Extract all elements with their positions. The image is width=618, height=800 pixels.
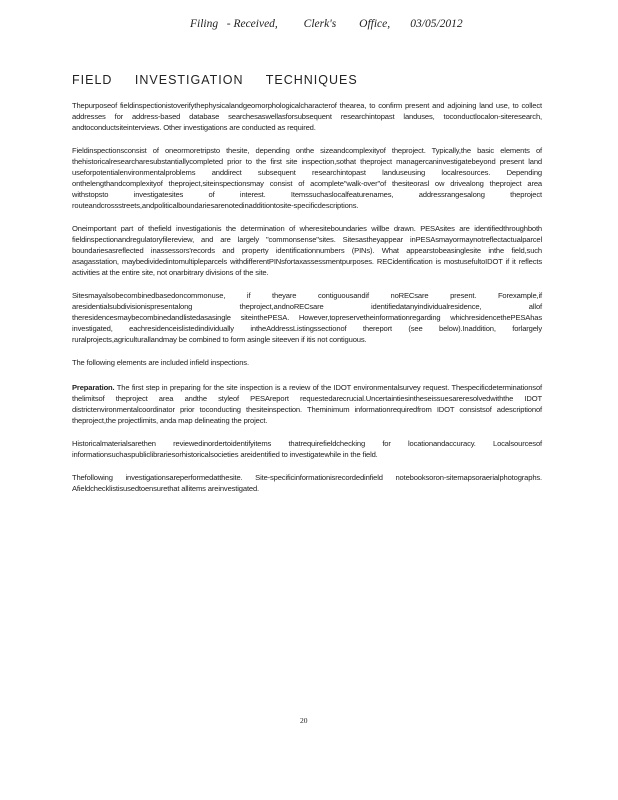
preparation-text: The first step in preparing for the site inspection is a review of the IDOT environmentalsurvey request. Thespecificdeterminationsof thelimitsof theproject area andthe styleof PESAreport requestedarecrucial.Uncertaintiesintheseissuesareresolvedwiththe IDOT districtenvironmentalcoordinator prior toconducting thesiteinspection. Theminimum informationrequiredfrom IDOT consistsof adescriptionof theproject,the projectlimits, anda map delineating the project. (72, 383, 542, 425)
paragraph-preparation (72, 382, 542, 426)
paragraph-site-investigations: Thefollowing investigationsareperformedatthesite. Site-specificinformationisrecordedinfield notebooksoron-sitemapsoraerialphotographs. Afieldchecklistisusedtoensurethat allitems areinvestigated. (72, 473, 542, 493)
body-text (72, 100, 542, 506)
paragraph-elements-intro: The following elements are included infield inspections. (72, 358, 249, 367)
paragraph-historical-materials: Historicalmaterialsarethen reviewedinordertoidentifyitems thatrequirefieldchecking for locationandaccuracy. Localsourcesof informationsuchaspubliclibrariesorhistoricalsocieties areidentified to investigatewhile in the field. (72, 439, 542, 459)
paragraph-purpose: Thepurposeof fieldinspectionistoverifythephysicalandgeomorphologicalcharacterof thearea, to confirm present and adjoining land use, to collect addresses for address-based database searchesaswellasforsubsequent researchintopast landuses, toconductlocalon-siteresearch, andtoconductsiteinterviews. Other investigations are conducted as required. (72, 101, 542, 132)
filing-stamp-header: Filing - Received, Clerk's Office, 03/05/2012 (190, 18, 463, 30)
section-heading: FIELD INVESTIGATION TECHNIQUES (72, 73, 358, 87)
paragraph-site-boundaries: Oneimportant part of thefield investigationis the determination of wheresiteboundaries willbe drawn. PESAsites are identifiedthroughboth fieldinspectionandregulatoryfilereview, and are largely "commonsense"sites. Sitesastheyappear inPESAsmayormaynotreflectactualparcel boundariesasreflected inassessors'records and property identificationnumbers (PINs). What appearstobeasinglesite inthe field,such asagasstation, maybedividedintomultipleparcels withdifferentPINsfortaxassessmentpurposes. RECidentification is mostusefultoIDOT if it reflects activities at the entire site, not onarbitrary divisions of the site. (72, 224, 542, 277)
preparation-label: Preparation. (72, 383, 115, 392)
paragraph-combined-sites: Sitesmayalsobecombinedbasedoncommonuse, if theyare contiguousandif noRECsare present. Forexample,if aresidentialsubdivisionispresentalong theproject,andnoRECsare identifiedatanyindividualresidence, allof theresidencesmaybecombinedandlistedasasingle siteinthePESA. However,topreservetheinformationregarding whichresidencethePESAhas investigated, eachresidenceislistedindividually intheAddressListingssectionof thereport (see below).Inaddition, forlargely ruralprojects,agriculturallandmay be combined to form asingle siteeven if itis not contiguous. (72, 291, 542, 344)
page-number: 20 (300, 716, 308, 725)
paragraph-field-inspections: Fieldinspectionsconsist of oneormoretripsto thesite, depending onthe sizeandcomplexityof theproject. Typically,the basic elements of thehistoricalresearcharesubstantiallycompleted prior to the first site inspection,sothat theproject managercaninvestigatebeyond present land useforpotentialenvironmentalproblems anddirect subsequent researchintopast landuseusing localresources. Depending onthelengthandcomplexityof theproject,siteinspectionsmay consist of acomplete"walk-over"of thesiteorasl ow drivealong theproject area withstopsto investigatesites of interest. Itemssuchaslocalfeaturenames, addressrangesalong theproject routeandcrossstreets,andpoliticalboundariesarenotedinadditiontosite-specificdescriptions. (72, 146, 542, 210)
